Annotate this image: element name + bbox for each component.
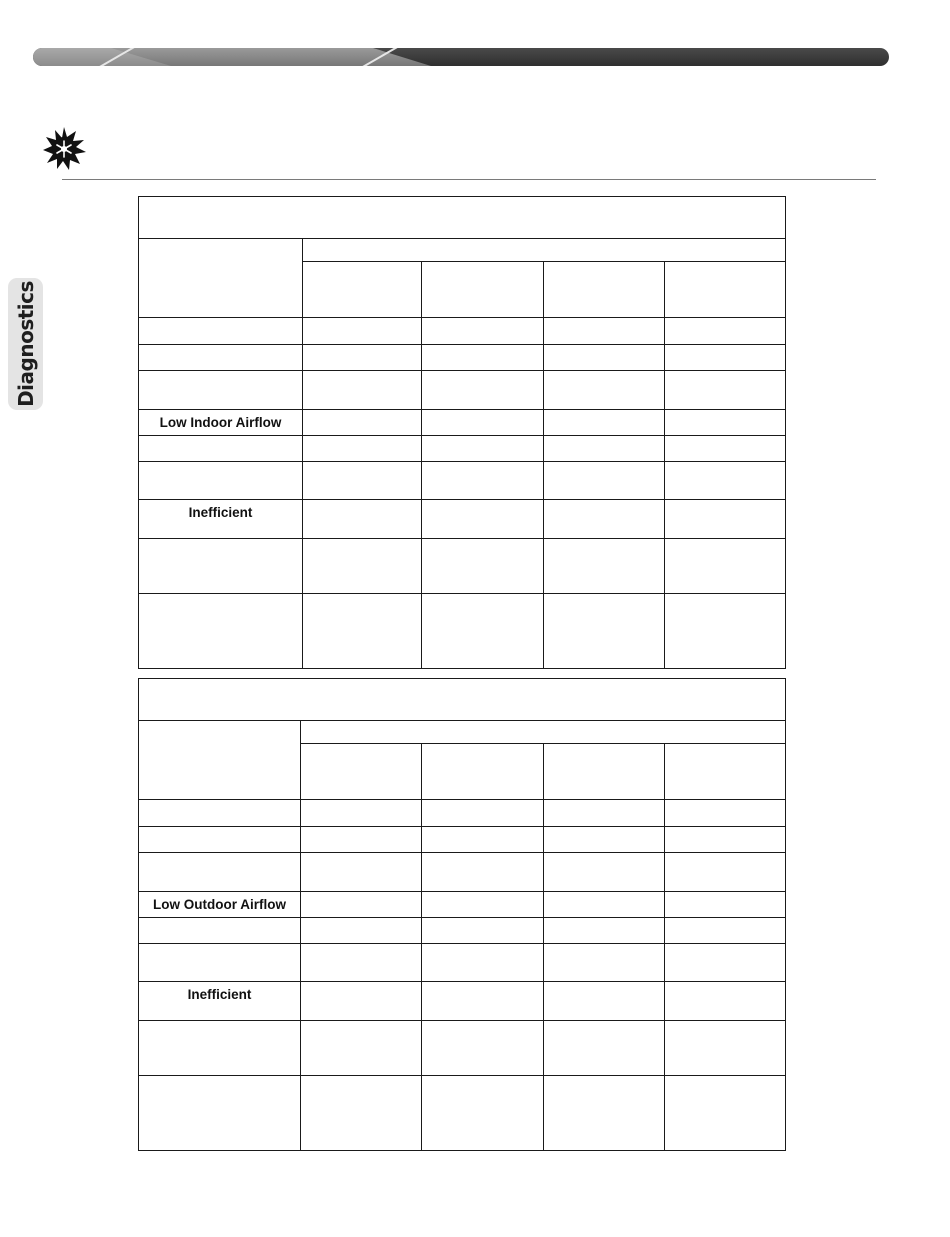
value-cell (544, 827, 665, 853)
header-cell (139, 239, 303, 318)
value-cell (665, 594, 786, 669)
value-cell (665, 371, 786, 410)
condition-cell: Inefficient (139, 500, 303, 539)
condition-cell (139, 827, 301, 853)
condition-cell (139, 539, 303, 594)
header-cell (139, 721, 301, 800)
value-cell (665, 1021, 786, 1076)
value-cell (301, 1076, 422, 1151)
column-header (422, 744, 544, 800)
condition-cell (139, 1021, 301, 1076)
value-cell (303, 345, 422, 371)
condition-cell (139, 918, 301, 944)
column-header (301, 744, 422, 800)
table-title-cell (139, 679, 786, 721)
value-cell (301, 853, 422, 892)
value-cell (422, 539, 544, 594)
header-cell (303, 239, 786, 262)
value-cell (665, 892, 786, 918)
value-cell (544, 918, 665, 944)
value-cell (303, 500, 422, 539)
value-cell (422, 371, 544, 410)
column-header (665, 262, 786, 318)
column-header (544, 262, 665, 318)
value-cell (301, 827, 422, 853)
value-cell (301, 1021, 422, 1076)
value-cell (665, 345, 786, 371)
table-title-cell (139, 197, 786, 239)
value-cell (303, 371, 422, 410)
value-cell (544, 982, 665, 1021)
condition-cell (139, 1076, 301, 1151)
condition-cell (139, 853, 301, 892)
value-cell (665, 1076, 786, 1151)
value-cell (422, 410, 544, 436)
value-cell (422, 1021, 544, 1076)
value-cell (544, 944, 665, 982)
value-cell (544, 800, 665, 827)
value-cell (303, 436, 422, 462)
condition-cell (139, 371, 303, 410)
value-cell (665, 318, 786, 345)
column-header (544, 744, 665, 800)
header-cell (301, 721, 786, 744)
value-cell (422, 594, 544, 669)
value-cell (303, 539, 422, 594)
value-cell (544, 853, 665, 892)
column-header (422, 262, 544, 318)
value-cell (544, 410, 665, 436)
condition-cell (139, 318, 303, 345)
value-cell (665, 410, 786, 436)
value-cell (422, 436, 544, 462)
value-cell (544, 371, 665, 410)
value-cell (544, 539, 665, 594)
column-header (665, 744, 786, 800)
value-cell (544, 892, 665, 918)
value-cell (665, 539, 786, 594)
value-cell (422, 318, 544, 345)
value-cell (301, 918, 422, 944)
value-cell (422, 462, 544, 500)
value-cell (665, 436, 786, 462)
diagnostic-table-outdoor (138, 678, 786, 1151)
value-cell (422, 345, 544, 371)
value-cell (665, 827, 786, 853)
value-cell (301, 982, 422, 1021)
condition-cell (139, 944, 301, 982)
condition-cell (139, 345, 303, 371)
value-cell (422, 1076, 544, 1151)
diagnostic-table-indoor (138, 196, 786, 669)
value-cell (544, 1021, 665, 1076)
column-header (303, 262, 422, 318)
value-cell (544, 345, 665, 371)
value-cell (422, 944, 544, 982)
value-cell (422, 982, 544, 1021)
value-cell (303, 318, 422, 345)
condition-cell: Inefficient (139, 982, 301, 1021)
value-cell (665, 500, 786, 539)
value-cell (544, 500, 665, 539)
condition-cell (139, 594, 303, 669)
value-cell (665, 853, 786, 892)
value-cell (303, 594, 422, 669)
condition-cell: Low Outdoor Airflow (139, 892, 301, 918)
value-cell (422, 500, 544, 539)
value-cell (422, 800, 544, 827)
condition-cell (139, 436, 303, 462)
value-cell (665, 982, 786, 1021)
snowflake-badge-icon (42, 127, 86, 171)
side-tab-label: Diagnostics (14, 281, 38, 407)
condition-cell (139, 462, 303, 500)
value-cell (422, 853, 544, 892)
value-cell (665, 944, 786, 982)
value-cell (544, 462, 665, 500)
value-cell (303, 462, 422, 500)
title-rule (62, 179, 876, 180)
value-cell (665, 462, 786, 500)
value-cell (544, 436, 665, 462)
condition-cell (139, 800, 301, 827)
value-cell (422, 918, 544, 944)
condition-cell: Low Indoor Airflow (139, 410, 303, 436)
value-cell (422, 892, 544, 918)
value-cell (301, 892, 422, 918)
value-cell (303, 410, 422, 436)
value-cell (301, 800, 422, 827)
value-cell (422, 827, 544, 853)
value-cell (665, 800, 786, 827)
value-cell (665, 918, 786, 944)
value-cell (301, 944, 422, 982)
header-bar (33, 48, 889, 66)
value-cell (544, 1076, 665, 1151)
value-cell (544, 594, 665, 669)
value-cell (544, 318, 665, 345)
